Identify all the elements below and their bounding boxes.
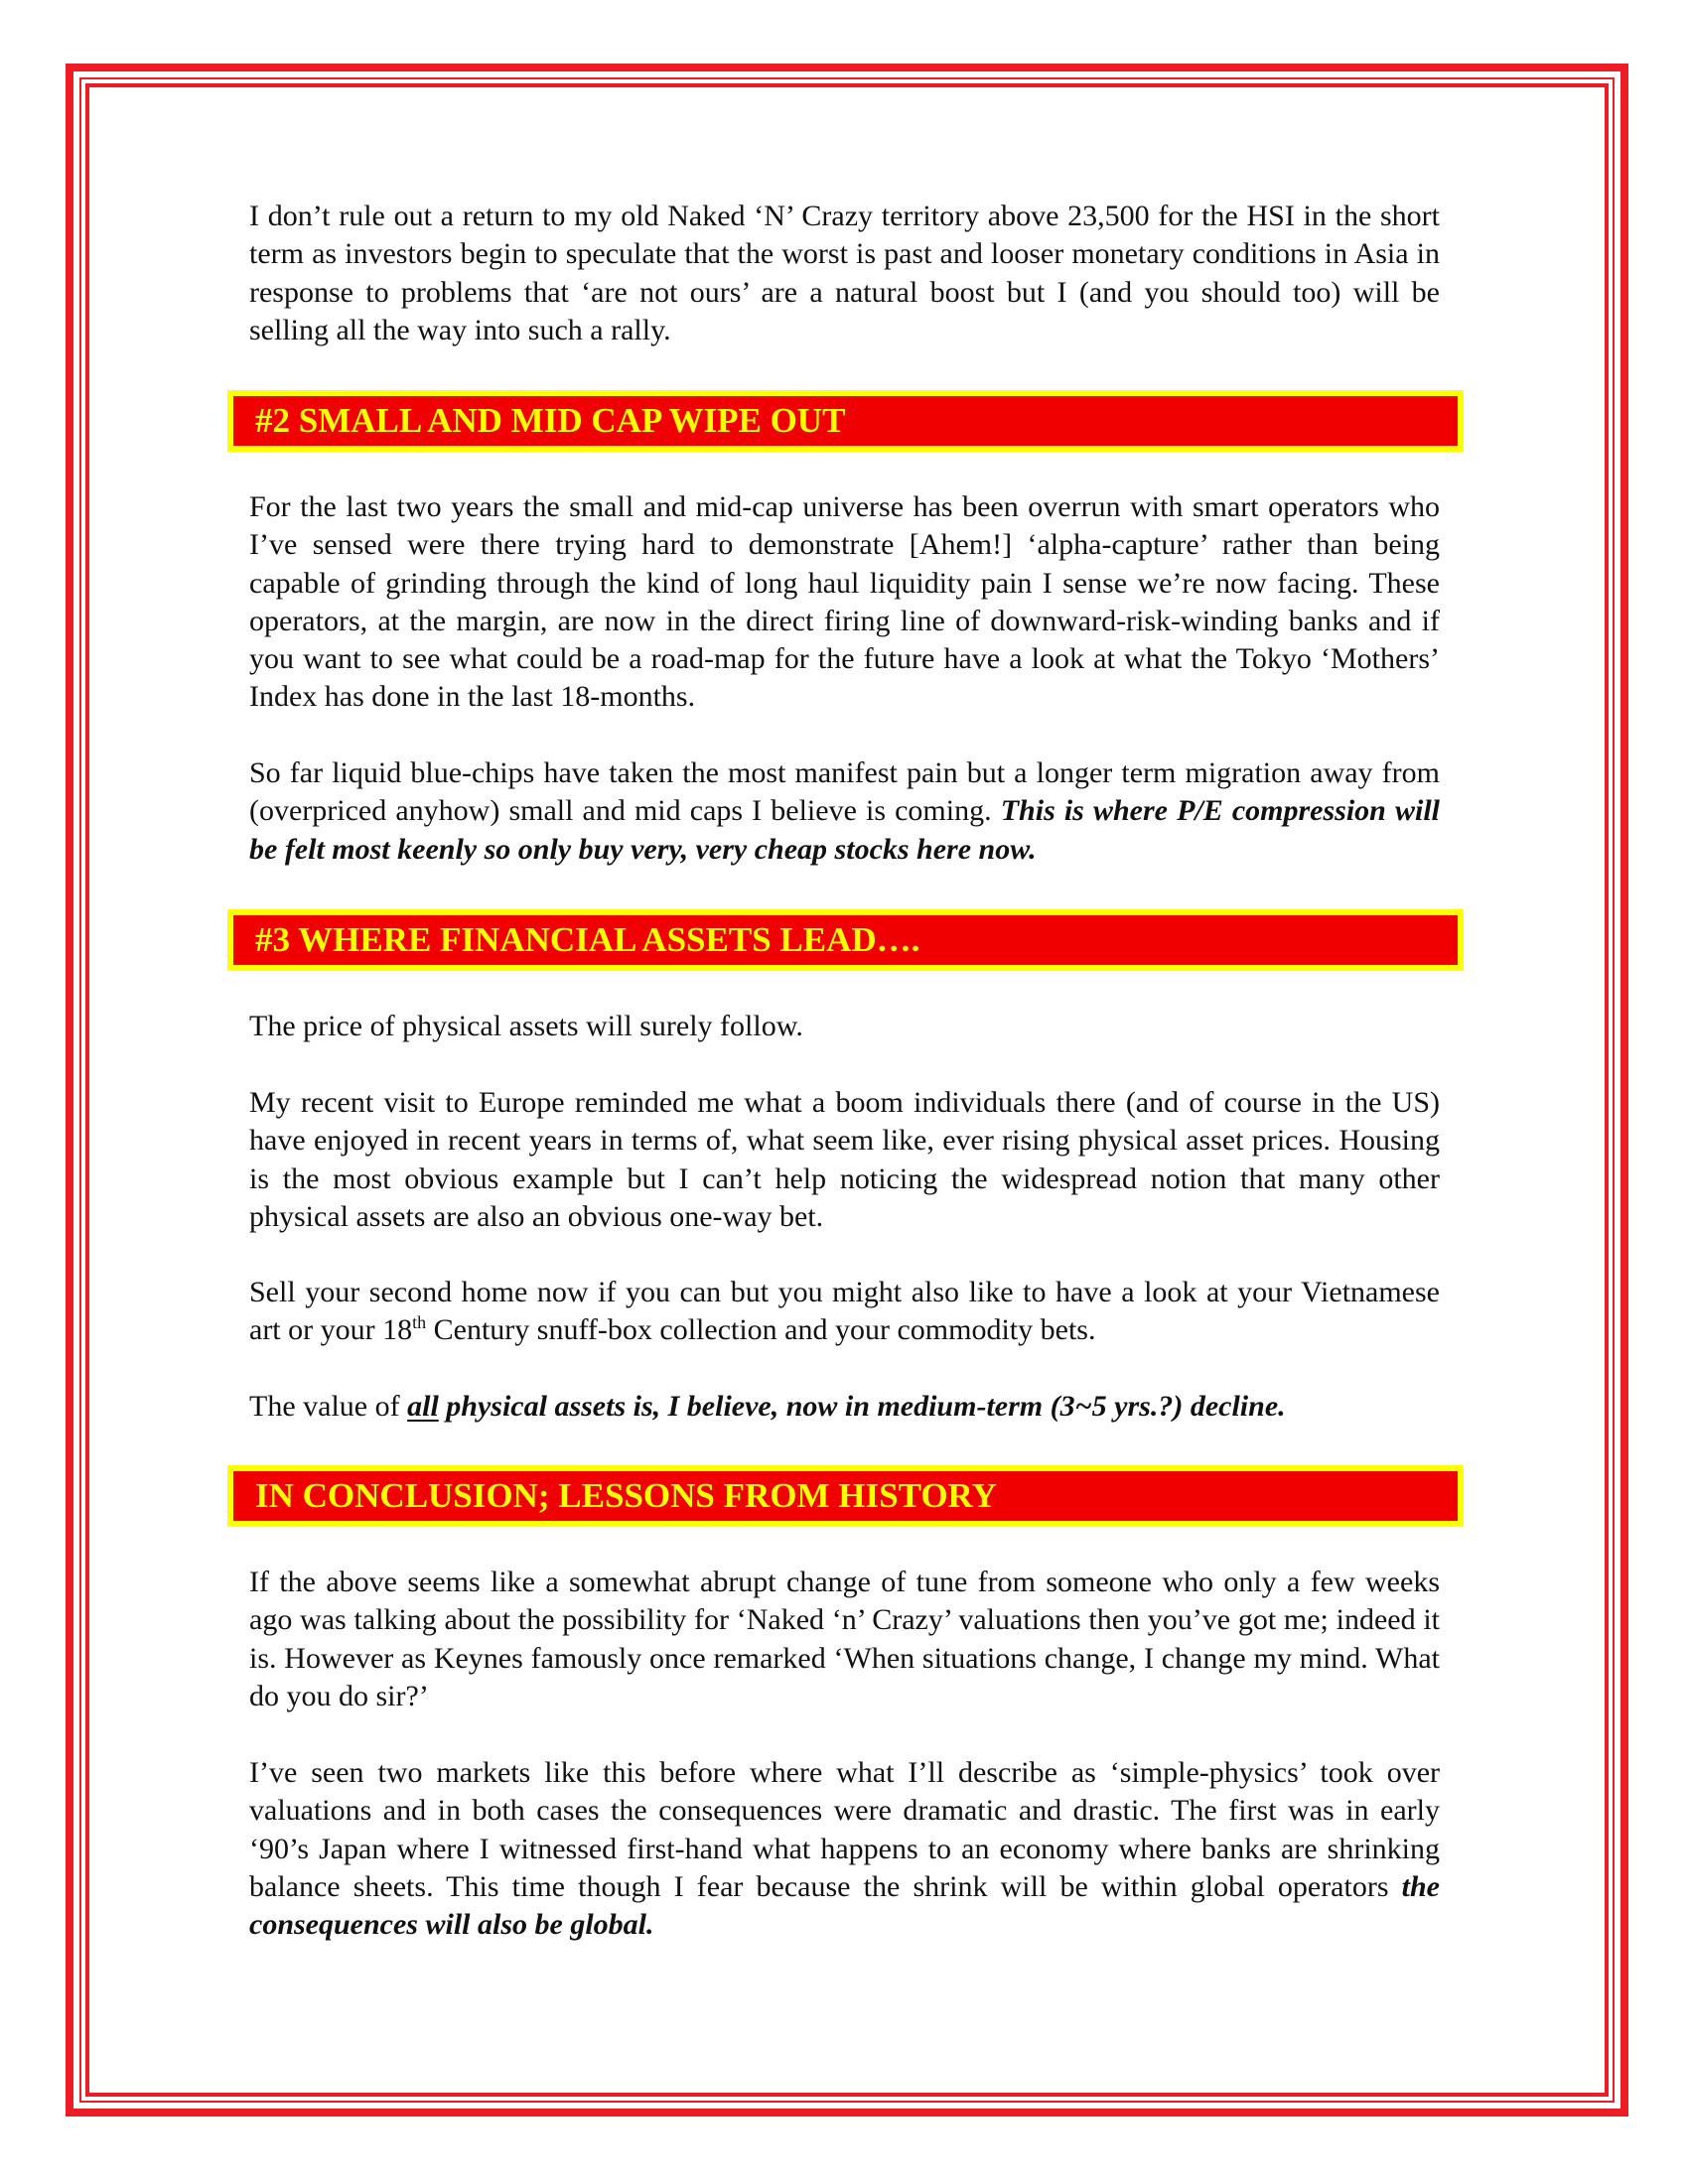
ordinal-superscript: th [412,1312,427,1333]
paragraph-value-decline-underlined: all [407,1390,439,1423]
paragraph-hsi-outlook: I don’t rule out a return to my old Naked ‘N’ Crazy territory above 23,500 for the HSI in the short term as investors begin to speculate that the worst is past and looser monetary conditions in Asia in response to problems that ‘are not ours’ are a natural boost but I (and you should too) will be selling all the way into such a rally. [249,200,1440,346]
paragraph-value-decline-text: The value of [249,1390,408,1423]
paragraph-pe-compression [249,754,1440,869]
paragraph-europe-visit: My recent visit to Europe reminded me what a boom individuals there (and of course in the US) have enjoyed in recent years in terms of, what seem like, ever rising physical asset prices. Housing is the most obvious example but I can’t help noticing the widespread notion that many other physical assets are also an obvious one-way bet. [249,1086,1440,1233]
paragraph-value-decline [249,1388,1440,1426]
paragraph-change-of-tune: If the above seems like a somewhat abrupt change of tune from someone who only a few weeks ago was talking about the possibility for ‘Naked ‘n’ Crazy’ valuations then you’ve got me; indeed it is. However as Keynes famously once remarked ‘When situations change, I change my mind. What do you do sir?’ [249,1566,1440,1712]
section-heading-financial-assets: #3 WHERE FINANCIAL ASSETS LEAD…. [227,909,1464,971]
paragraph-pe-compression-emphasis: This is where P/E compression will be felt most keenly so only buy very, very cheap stocks here now. [249,794,1440,866]
section-heading-conclusion: IN CONCLUSION; LESSONS FROM HISTORY [227,1465,1464,1527]
paragraph-second-home [249,1274,1440,1350]
paragraph-value-decline-emphasis: physical assets is, I believe, now in medium-term (3~5 yrs.?) decline. [438,1390,1286,1423]
paragraph-lessons-history-text: I’ve seen two markets like this before where what I’ll describe as ‘simple-physics’ took over valuations and in both cases the consequences were dramatic and drastic. The first was in early ‘90’s Japan where I witnessed first-hand what happens to an economy where banks are shrinking balance sheets. This time though I fear because the shrink will be within global operators [249,1756,1440,1903]
paragraph-lessons-history-emphasis: the consequences will also be global. [249,1869,1440,1942]
paragraph-second-home-text: Sell your second home now if you can but you might also like to have a look at your Vietnamese art or your 18 [249,1276,1440,1347]
paragraph-second-home-text-end: Century snuff-box collection and your commodity bets. [426,1313,1096,1347]
paragraph-lessons-history [249,1754,1440,1944]
paragraph-small-mid-cap: For the last two years the small and mid-cap universe has been overrun with smart operators who I’ve sensed were there trying hard to demonstrate [Ahem!] ‘alpha-capture’ rather than being capable of grinding through the kind of long haul liquidity pain I sense we’re now facing. These operators, at the margin, are now in the direct firing line of downward-risk-winding banks and if you want to see what could be a road-map for the future have a look at what the Tokyo ‘Mothers’ Index has done in the last 18-months. [249,490,1440,714]
section-heading-small-mid-cap: #2 SMALL AND MID CAP WIPE OUT [227,390,1464,452]
paragraph-physical-assets-follow: The price of physical assets will surely follow. [249,1010,803,1042]
paragraph-pe-compression-text: So far liquid blue-chips have taken the most manifest pain but a longer term migration away from (overpriced anyhow) small and mid caps I believe is coming. [249,756,1440,828]
